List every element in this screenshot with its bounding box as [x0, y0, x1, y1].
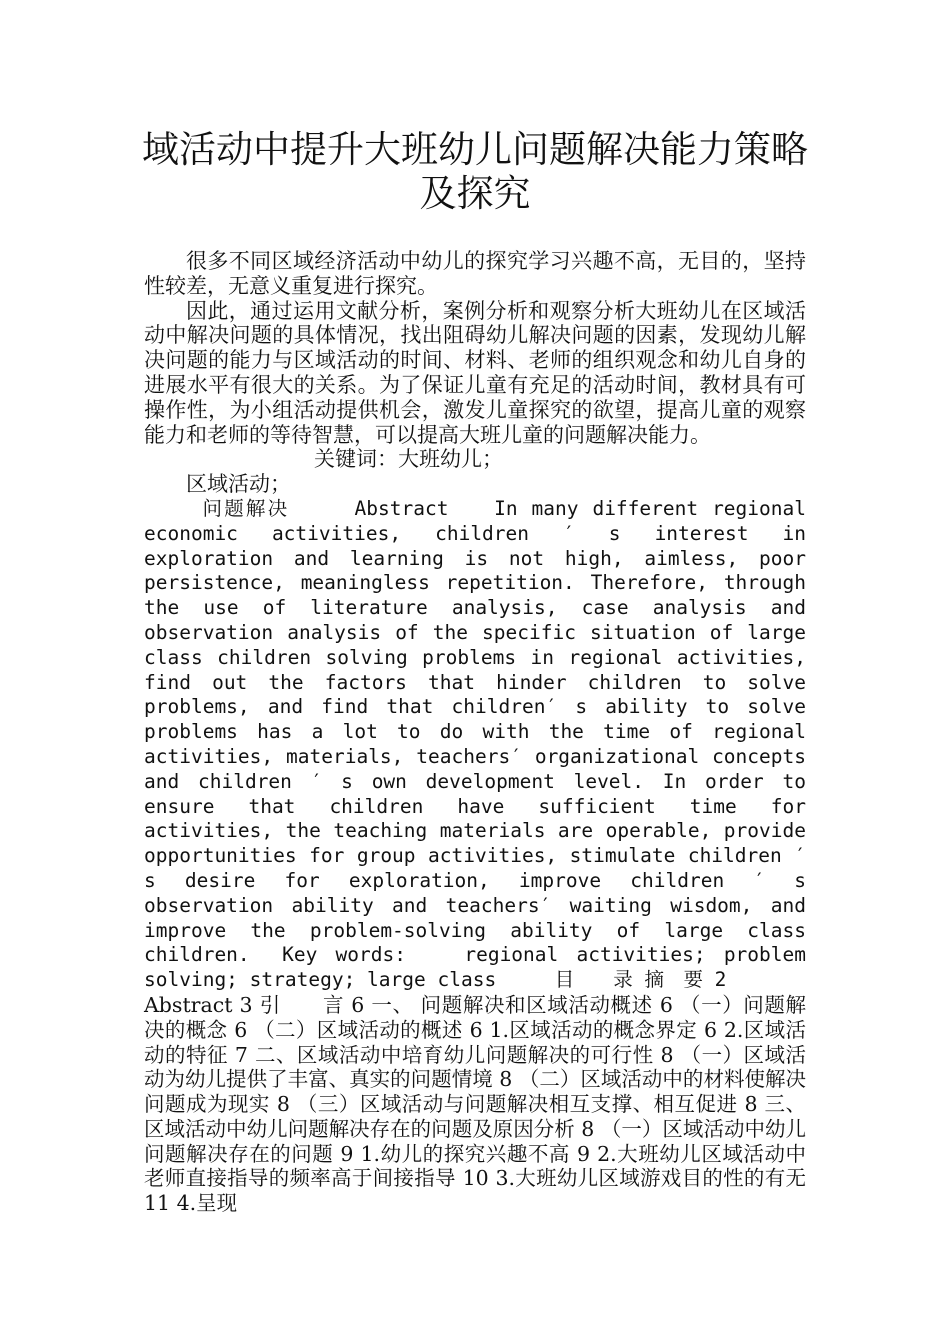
table-of-contents-text: Abstract 3 引 言 6 一、 问题解决和区域活动概述 6 （一）问题解决的概念 6 （二）区域活动的概述 6 1.区域活动的概念界定 6 2.区域活动的特征 7 二、区域活动中培育幼儿问题解决的可行性 8 （一）区域活动为幼儿提供了丰富、真实的问题情境 8 （二）区域活动中的材料使解决问题成为现实 8 （三）区域活动与问题解决相互支撑、相互促进 8 三、区域活动中幼儿问题解决存在的问题及原因分析 8 （一）区域活动中幼儿问题解决存在的问题 9 1.幼儿的探究兴趣不高 9 2.大班幼儿区域活动中老师直接指导的频率高于间接指导 10 3.大班幼儿区域游戏目的性的有无 11 4.呈现 [144, 992, 806, 1216]
document-title [100, 128, 850, 216]
title-line-2: 及探究 [419, 172, 531, 215]
document-body [144, 249, 806, 1216]
paragraph-summary: 因此，通过运用文献分析，案例分析和观察分析大班幼儿在区域活动中解决问题的具体情况，找出阻碍幼儿解决问题的因素，发现幼儿解决问题的能力与区域活动的时间、材料、老师的组织观念和幼儿自身的进展水平有很大的关系。为了保证儿童有充足的活动时间，教材具有可操作性，为小组活动提供机会，激发儿童探究的欲望，提高儿童的观察能力和老师的等待智慧，可以提高大班儿童的问题解决能力。 [144, 298, 806, 447]
abstract-block: 问题解决 Abstract In many different regional economic activities, children ′ s interest in exploration and learning is not high, aimless, poor persistence, meaningless repetition. Therefore, through the use of literature analysis, case analysis and observation analysis of the specific situation of large class children solving problems in regional activities, find out the factors that hinder children to solve problems, and find that children′ s ability to solve problems has a lot to do with the time of regional activities, materials, teachers′ organizational concepts and children ′ s own development level. In order to ensure that children have sufficient time for activities, the teaching materials are operable, provide opportunities for group activities, stimulate children ′ s desire for exploration, improve children ′ s observation ability and teachers′ waiting wisdom, and improve the problem-solving ability of large class children. Key words: regional activities; problem solving; strategy; large class 目 录 摘 要 2 [144, 496, 806, 992]
title-line-1: 域活动中提升大班幼儿问题解决能力策略 [142, 128, 808, 171]
keywords-line-2: 区域活动； [186, 472, 291, 497]
keywords-line: 关键词：大班幼儿； [314, 447, 503, 472]
paragraph-intro: 很多不同区域经济活动中幼儿的探究学习兴趣不高，无目的，坚持性较差，无意义重复进行探究。 [144, 249, 806, 298]
